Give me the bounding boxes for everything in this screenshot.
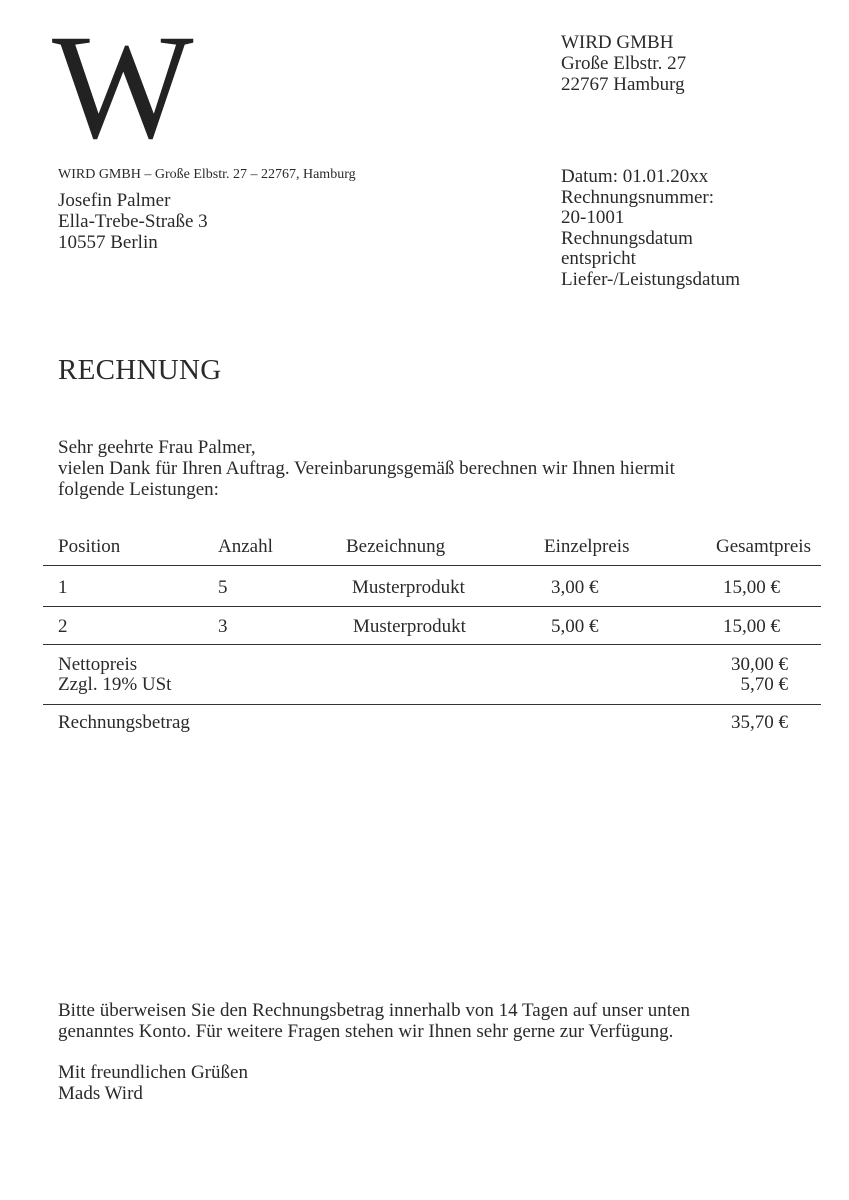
sender-city: 22767 Hamburg (561, 74, 685, 95)
closing-text (58, 1000, 690, 1104)
row-2-description: Musterprodukt (353, 616, 466, 637)
row-2-quantity: 3 (218, 616, 228, 637)
net-price-value: 30,00 € (731, 654, 788, 675)
table-row-rule (43, 606, 821, 607)
invoice-total-value: 35,70 € (731, 712, 788, 733)
recipient-address (58, 190, 208, 253)
sender-name: WIRD GMBH (561, 32, 674, 53)
sender-address (561, 32, 686, 95)
row-1-total-price: 15,00 € (723, 577, 780, 598)
closing-greeting: Mit freundlichen Grüßen (58, 1062, 248, 1083)
invoice-date: Datum: 01.01.20xx (561, 166, 709, 187)
invoice-note-line-2: entspricht (561, 248, 636, 269)
recipient-street: Ella-Trebe-Straße 3 (58, 211, 208, 232)
row-1-description: Musterprodukt (352, 577, 465, 598)
invoice-note-line-3: Liefer-/Leistungsdatum (561, 268, 741, 290)
table-row-rule (43, 644, 821, 645)
invoice-total-label: Rechnungsbetrag (58, 712, 190, 733)
tax-label: Zzgl. 19% USt (58, 674, 172, 695)
closing-line-2: genanntes Konto. Für weitere Fragen stehen wir Ihnen sehr gerne zur Verfügung. (58, 1021, 674, 1042)
table-header-rule (43, 565, 821, 566)
tax-value: 5,70 € (740, 674, 788, 695)
return-address-line: WIRD GMBH – Große Elbstr. 27 – 22767, Hamburg (58, 167, 356, 182)
header-position: Position (58, 536, 121, 557)
intro-line-2: folgende Leistungen: (58, 479, 219, 500)
row-1-quantity: 5 (218, 577, 228, 598)
invoice-note-line-1: Rechnungsdatum (561, 227, 693, 249)
row-2-total-price: 15,00 € (723, 616, 780, 637)
row-1-unit-price: 3,00 € (551, 577, 599, 598)
table-total-rule (43, 704, 821, 705)
company-logo: W (52, 4, 192, 170)
row-2-unit-price: 5,00 € (551, 616, 599, 637)
header-quantity: Anzahl (218, 536, 273, 557)
row-1-position: 1 (58, 577, 68, 598)
invoice-meta (561, 167, 740, 290)
closing-spacer (58, 1042, 690, 1062)
invoice-number-label: Rechnungsnummer: (561, 186, 715, 208)
header-unit-price: Einzelpreis (544, 536, 630, 557)
header-description: Bezeichnung (346, 536, 446, 557)
salutation: Sehr geehrte Frau Palmer, (58, 437, 256, 458)
intro-line-1: vielen Dank für Ihren Auftrag. Vereinbarungsgemäß berechnen wir Ihnen hiermit (58, 458, 675, 479)
document-title: RECHNUNG (58, 354, 222, 386)
invoice-number: 20-1001 (561, 207, 625, 228)
net-price-label: Nettopreis (58, 654, 138, 675)
intro-text (58, 437, 778, 500)
closing-line-1: Bitte überweisen Sie den Rechnungsbetrag innerhalb von 14 Tagen auf unser unten (58, 1000, 691, 1021)
recipient-city: 10557 Berlin (58, 232, 158, 253)
sender-street: Große Elbstr. 27 (561, 53, 687, 74)
closing-signature: Mads Wird (58, 1083, 143, 1104)
header-total-price: Gesamtpreis (716, 536, 811, 557)
recipient-name: Josefin Palmer (58, 190, 171, 211)
row-2-position: 2 (58, 616, 68, 637)
